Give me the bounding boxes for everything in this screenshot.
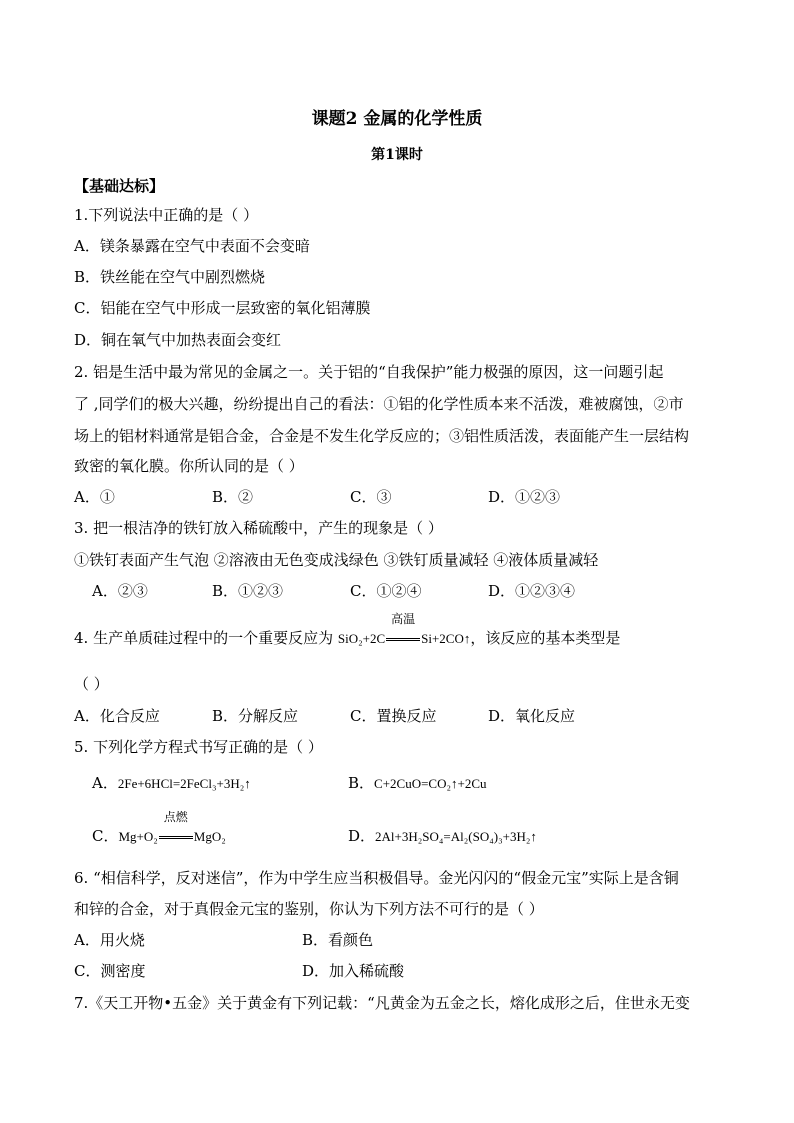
q2-line-3: 场上的铝材料通常是铝合金，合金是不发生化学反应的；③铝性质活泼，表面能产生一层结构 [74, 427, 690, 445]
q4-option-d: D．氧化反应 [488, 707, 576, 725]
q5-option-c-right: MgO₂ [193, 829, 226, 844]
q5-equal-sign [159, 836, 193, 839]
q5-option-b-label: B． [348, 774, 375, 792]
q4-equation-left: SiO₂+2C [337, 631, 386, 646]
q5-condition-label: 点燃 [163, 810, 188, 824]
q5-option-c-left: Mg+O₂ [118, 829, 158, 844]
q5-option-c [92, 810, 226, 847]
q3-statements: ①铁钉表面产生气泡 ②溶液由无色变成浅绿色 ③铁钉质量减轻 ④液体质量减轻 [74, 551, 599, 569]
q6-option-b: B．看颜色 [302, 931, 374, 949]
q3-option-b: B．①②③ [212, 582, 284, 600]
q2-option-d: D．①②③ [488, 488, 561, 506]
q4-option-b: B．分解反应 [212, 707, 299, 725]
q3-option-d: D．①②③④ [488, 582, 576, 600]
q4-condition-label: 高温 [391, 612, 416, 626]
q1-option-c: C．铝能在空气中形成一层致密的氧化铝薄膜 [74, 299, 371, 317]
section-heading: 【基础达标】 [74, 177, 165, 195]
q5-option-d-label: D． [348, 827, 376, 845]
q5-stem: 5. 下列化学方程式书写正确的是（ ） [74, 738, 323, 756]
q2-option-a: A．① [74, 488, 115, 506]
page-title: 课题2 金属的化学性质 [311, 109, 483, 129]
q5-option-a-label: A． [92, 774, 118, 792]
q1-stem: 1.下列说法中正确的是（ ） [74, 206, 259, 224]
q6-option-d: D．加入稀硫酸 [302, 962, 405, 980]
q5-option-c-label: C． [92, 827, 119, 845]
q5-option-a [92, 773, 251, 794]
q2-line-4: 致密的氧化膜。你所认同的是（ ） [74, 457, 304, 475]
q2-line-1: 2. 铝是生活中最为常见的金属之一。关于铝的“自我保护”能力极强的原因，这一问题引起 [74, 363, 664, 381]
q1-option-b: B．铁丝能在空气中剧烈燃烧 [74, 268, 266, 286]
q6-line-2: 和锌的合金，对于真假金元宝的鉴别，你认为下列方法不可行的是（ ） [74, 900, 544, 918]
q7-line-1: 7.《天工开物•五金》关于黄金有下列记载：“凡黄金为五金之长，熔化成形之后，住世永无变 [74, 994, 690, 1012]
q3-stem: 3. 把一根洁净的铁钉放入稀硫酸中，产生的现象是（ ） [74, 519, 443, 537]
q4-reaction-condition [386, 612, 420, 648]
q4-answer-blank: （ ） [74, 675, 109, 693]
q5-option-b [348, 773, 487, 794]
q4-equal-sign [386, 638, 420, 641]
q5-option-b-equation: C+2CuO=CO₂↑+2Cu [374, 776, 487, 791]
q5-option-a-equation: 2Fe+6HCl=2FeCl₃+3H₂↑ [117, 776, 251, 791]
q5-option-c-condition [159, 810, 193, 846]
q3-option-c: C．①②④ [350, 582, 422, 600]
lesson-subtitle: 第1课时 [371, 147, 423, 163]
q2-line-2: 了 ,同学们的极大兴趣，纷纷提出自己的看法：①铝的化学性质本来不活泼，难被腐蚀，②市 [74, 395, 684, 413]
q6-option-a: A．用火烧 [74, 931, 145, 949]
q4-stem-suffix: ，该反应的基本类型是 [470, 629, 621, 647]
q6-option-c: C．测密度 [74, 962, 146, 980]
q5-option-d [348, 826, 537, 847]
q6-line-1: 6. “相信科学，反对迷信”，作为中学生应当积极倡导。金光闪闪的“假金元宝”实际上是含铜 [74, 869, 679, 887]
q1-option-d: D．铜在氧气中加热表面会变红 [74, 331, 282, 349]
q4-equation-right: Si+2CO↑ [421, 631, 471, 646]
q1-option-a: A．镁条暴露在空气中表面不会变暗 [74, 237, 310, 255]
q2-option-b: B．② [212, 488, 254, 506]
q3-option-a: A．②③ [92, 582, 148, 600]
q4-option-c: C．置换反应 [350, 707, 437, 725]
q4-stem [74, 612, 754, 649]
q4-option-a: A．化合反应 [74, 707, 160, 725]
q2-option-c: C．③ [350, 488, 392, 506]
q5-option-d-equation: 2Al+3H₂SO₄=Al₂(SO₄)₃+3H₂↑ [375, 829, 537, 844]
q4-stem-prefix: 4. 生产单质硅过程中的一个重要反应为 [74, 629, 338, 647]
